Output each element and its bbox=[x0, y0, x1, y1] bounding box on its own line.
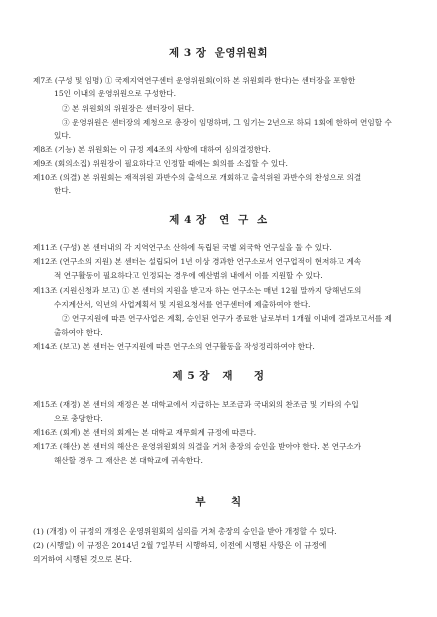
supplementary-item: (2) (시행일) 이 규정은 2014년 2월 7일부터 시행하되, 이전에 시행된 사항은 이 규정에 bbox=[33, 541, 327, 550]
article-10-line: 한다. bbox=[54, 186, 72, 195]
article-13-line: 수지계산서, 익년의 사업계획서 및 지원요청서를 연구센터에 제출하여야 한다. bbox=[54, 300, 311, 309]
article-7-line: 제7조 (구성 및 임명) ① 국제지역연구센터 운영위원회(이하 본 위원회라 한다)는 센터장을 포함한 bbox=[33, 76, 356, 85]
chapter-5-heading: 제 5 장 재 정 bbox=[172, 370, 265, 382]
article-11-line: 제11조 (구성) 본 센터내의 각 지역연구소 산하에 독립된 국별 외국학 연구실을 둘 수 있다. bbox=[33, 243, 332, 252]
article-9-line: 제9조 (회의소집) 위원장이 필요하다고 인정할 때에는 회의를 소집할 수 있다. bbox=[33, 159, 288, 168]
article-12-line: 적 연구활동이 필요하다고 인정되는 경우에 예산범위 내에서 이를 지원할 수 있다. bbox=[54, 271, 323, 280]
article-7-clause: ② 본 위원회의 위원장은 센터장이 된다. bbox=[62, 104, 195, 113]
article-7-line: 15인 이내의 운영위원으로 구성한다. bbox=[54, 89, 177, 98]
article-8-line: 제8조 (기능) 본 위원회는 이 규정 제4조의 사항에 대하여 심의결정한다. bbox=[33, 145, 271, 154]
supplementary-item: (1) (개정) 이 규정의 개정은 운영위원회의 심의를 거쳐 총장의 승인을 받아 개정할 수 있다. bbox=[33, 527, 337, 536]
supplementary-item: 의거하여 시행된 것으로 본다. bbox=[33, 555, 132, 564]
supplementary-heading: 부 칙 bbox=[195, 496, 242, 508]
article-7-clause: ③ 운영위원은 센터장의 제청으로 총장이 임명하며, 그 임기는 2년으로 하되 1회에 한하여 연임할 수 bbox=[62, 118, 392, 127]
chapter-4-heading: 제 4 장 연 구 소 bbox=[169, 214, 268, 226]
chapter-3-heading: 제 3 장 운영위원회 bbox=[169, 47, 268, 59]
article-17-line: 해산할 경우 그 재산은 본 대학교에 귀속한다. bbox=[54, 456, 203, 465]
article-17-line: 제17조 (해산) 본 센터의 해산은 운영위원회의 의결을 거쳐 총장의 승인을 받아야 한다. 본 연구소가 bbox=[33, 442, 362, 451]
article-7-clause: 있다. bbox=[54, 131, 72, 140]
article-10-line: 제10조 (의결) 본 위원회는 재적위원 과반수의 출석으로 개회하고 출석위원 과반수의 찬성으로 의결 bbox=[33, 173, 362, 182]
article-12-line: 제12조 (연구소의 지원) 본 센터는 설립되어 1년 이상 경과한 연구소로서 연구업적이 현저하고 계속 bbox=[33, 257, 362, 266]
article-15-line: 제15조 (재정) 본 센터의 재정은 본 대학교에서 지급하는 보조금과 국내외의 찬조금 및 기타의 수입 bbox=[33, 400, 359, 409]
article-13-clause: 출하여야 한다. bbox=[54, 328, 103, 337]
article-14-line: 제14조 (보고) 본 센터는 연구지원에 따른 연구소의 연구활동을 작성정리하여야 한다. bbox=[33, 342, 315, 351]
article-13-line: 제13조 (지원신청과 보고) ① 본 센터의 지원을 받고자 하는 연구소는 매년 12월 말까지 당해년도의 bbox=[33, 286, 362, 295]
article-15-line: 으로 충당한다. bbox=[54, 414, 103, 423]
article-13-clause: ② 연구지원에 따른 연구사업은 계획, 승인된 연구가 종료한 날로부터 1개월 이내에 결과보고서를 제 bbox=[62, 314, 392, 323]
article-16-line: 제16조 (회계) 본 센터의 회계는 본 대학교 재무회계 규정에 따른다. bbox=[33, 428, 257, 437]
